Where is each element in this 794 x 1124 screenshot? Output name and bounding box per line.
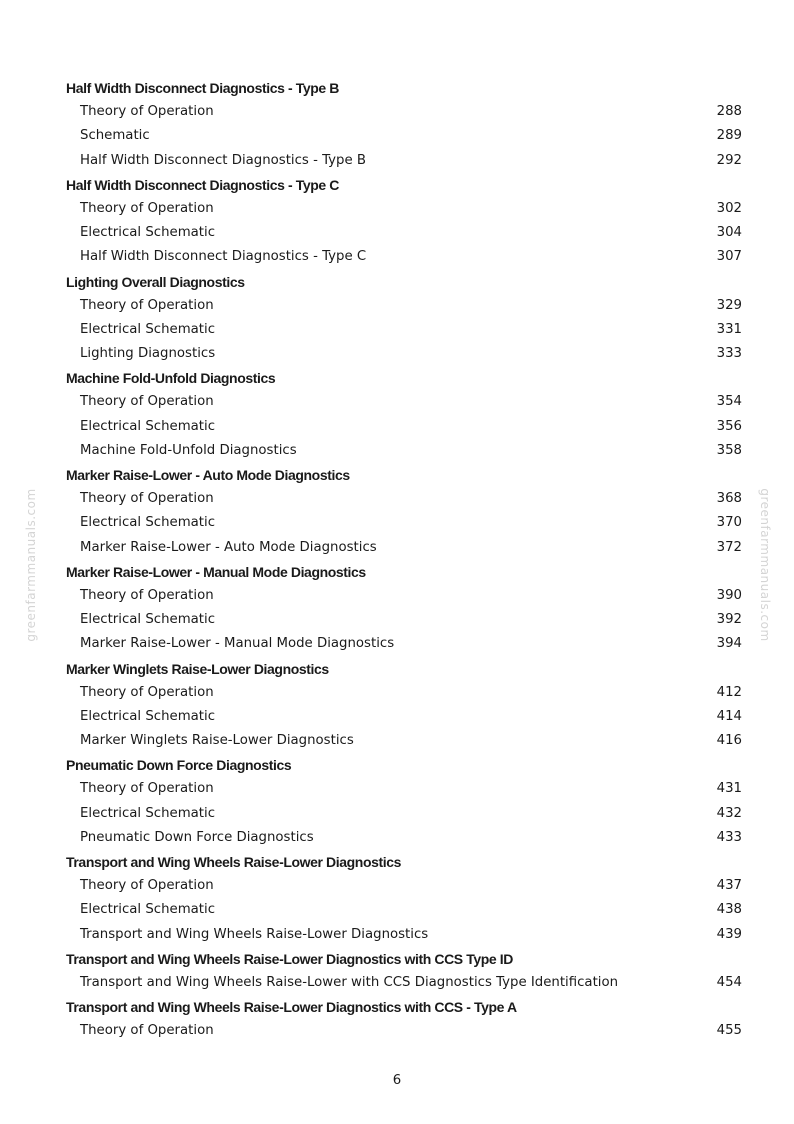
toc-section (66, 173, 742, 270)
toc-entry-title: Marker Raise-Lower - Auto Mode Diagnostics (80, 539, 377, 555)
toc-entry[interactable] (66, 439, 742, 463)
toc-entry[interactable] (66, 681, 742, 705)
toc-entry[interactable] (66, 898, 742, 922)
toc-entry[interactable] (66, 511, 742, 535)
toc-section-heading[interactable]: Marker Winglets Raise-Lower Diagnostics (66, 660, 329, 677)
toc-entry[interactable] (66, 971, 742, 995)
toc-entry[interactable] (66, 221, 742, 245)
toc-section (66, 657, 742, 754)
toc-entry-title: Theory of Operation (80, 684, 214, 700)
toc-entry-page: 289 (716, 128, 742, 144)
toc-entry-title: Electrical Schematic (80, 612, 216, 628)
toc-entry-title: Electrical Schematic (80, 902, 216, 918)
toc-entry[interactable] (66, 1019, 742, 1043)
toc-entry-page: 356 (716, 418, 742, 434)
toc-section-heading[interactable]: Marker Raise-Lower - Auto Mode Diagnostics (66, 467, 350, 483)
toc-entry-title: Marker Raise-Lower - Manual Mode Diagnostics (80, 636, 395, 652)
toc-entry-title: Electrical Schematic (80, 805, 216, 821)
toc-entry[interactable] (66, 608, 742, 632)
toc-entry-title: Lighting Diagnostics (80, 346, 216, 362)
toc-entry-page: 304 (716, 225, 742, 241)
toc-entry[interactable] (66, 802, 742, 826)
toc-section (66, 270, 742, 367)
toc-section (66, 366, 742, 463)
toc-entry-page: 394 (716, 636, 742, 652)
toc-entry-title: Half Width Disconnect Diagnostics - Type C (80, 249, 367, 265)
toc-entry[interactable] (66, 705, 742, 729)
toc-entry-page: 455 (716, 1023, 742, 1039)
toc-entry-page: 333 (716, 346, 742, 362)
toc-entry-title: Transport and Wing Wheels Raise-Lower Diagnostics (80, 926, 429, 942)
toc-section-heading[interactable]: Half Width Disconnect Diagnostics - Type B (66, 80, 339, 96)
toc-entry-page: 439 (716, 926, 742, 942)
toc-entry-page: 431 (716, 781, 742, 797)
page-number: 6 (392, 1073, 402, 1088)
toc-entry-page: 412 (716, 684, 742, 700)
toc-entry[interactable] (66, 124, 742, 148)
toc-entry-page: 370 (716, 515, 742, 531)
toc-section-heading[interactable]: Transport and Wing Wheels Raise-Lower Diagnostics with CCS - Type A (66, 999, 517, 1016)
toc-entry[interactable] (66, 342, 742, 366)
toc-entry-title: Electrical Schematic (80, 225, 216, 241)
toc-entry-page: 354 (716, 394, 742, 410)
toc-entry-page: 437 (716, 878, 742, 894)
toc-entry[interactable] (66, 100, 742, 124)
toc-entry[interactable] (66, 729, 742, 753)
toc-entry-page: 358 (716, 442, 742, 458)
toc-entry-page: 390 (716, 587, 742, 603)
toc-entry-page: 433 (716, 829, 742, 845)
toc-entry-title: Theory of Operation (80, 104, 214, 120)
toc-entry-page: 438 (716, 902, 742, 918)
toc-entry-title: Theory of Operation (80, 394, 214, 410)
toc-entry-page: 432 (716, 805, 742, 821)
toc-entry-page: 372 (716, 539, 742, 555)
toc-section-heading[interactable]: Lighting Overall Diagnostics (66, 273, 245, 290)
toc-entry-title: Marker Winglets Raise-Lower Diagnostics (80, 733, 354, 749)
toc-entry[interactable] (66, 294, 742, 318)
toc-section (66, 560, 742, 657)
toc-entry-page: 292 (716, 152, 742, 168)
toc-entry[interactable] (66, 245, 742, 269)
toc-entry[interactable] (66, 777, 742, 801)
toc-entry[interactable] (66, 826, 742, 850)
toc-section (66, 76, 742, 173)
toc-entry-page: 307 (716, 249, 742, 265)
toc-entry-page: 288 (716, 104, 742, 120)
toc-section-heading[interactable]: Machine Fold-Unfold Diagnostics (66, 370, 276, 387)
toc-entry-page: 454 (716, 974, 742, 990)
toc-entry-title: Schematic (80, 128, 150, 144)
toc-section-heading[interactable]: Transport and Wing Wheels Raise-Lower Diagnostics with CCS Type ID (66, 950, 513, 967)
toc-entry-title: Half Width Disconnect Diagnostics - Type B (80, 152, 366, 168)
toc-entry-title: Theory of Operation (80, 1023, 214, 1039)
toc-entry-title: Electrical Schematic (80, 515, 216, 531)
toc-entry-title: Theory of Operation (80, 297, 214, 313)
toc-entry-page: 414 (716, 708, 742, 724)
toc-entry-page: 416 (716, 733, 742, 749)
toc-section (66, 753, 742, 850)
toc-entry[interactable] (66, 923, 742, 947)
toc-entry[interactable] (66, 584, 742, 608)
toc-section (66, 995, 742, 1043)
toc-entry-title: Electrical Schematic (80, 418, 216, 434)
toc-section (66, 850, 742, 947)
toc-entry-title: Electrical Schematic (80, 321, 216, 337)
toc-section (66, 463, 742, 560)
toc-section (66, 947, 742, 995)
toc-entry-title: Theory of Operation (80, 587, 214, 603)
toc-entry-title: Machine Fold-Unfold Diagnostics (80, 442, 297, 458)
toc-entry[interactable] (66, 197, 742, 221)
toc-entry[interactable] (66, 318, 742, 342)
toc-entry-title: Theory of Operation (80, 781, 214, 797)
watermark-right: greenfarmmanuals.com (758, 488, 772, 642)
toc-section-heading[interactable]: Transport and Wing Wheels Raise-Lower Diagnostics (66, 854, 402, 870)
toc-entry[interactable] (66, 536, 742, 560)
toc-section-heading[interactable]: Marker Raise-Lower - Manual Mode Diagnostics (66, 563, 366, 580)
toc-entry[interactable] (66, 390, 742, 414)
toc-entry[interactable] (66, 874, 742, 898)
toc-entry-title: Transport and Wing Wheels Raise-Lower with CCS Diagnostics Type Identification (80, 974, 619, 990)
toc-entry-title: Electrical Schematic (80, 708, 216, 724)
toc-entry-title: Theory of Operation (80, 491, 214, 507)
toc-entry-page: 302 (716, 200, 742, 216)
toc-entry-title: Theory of Operation (80, 200, 214, 216)
toc-entry-title: Theory of Operation (80, 878, 214, 894)
toc-section-heading[interactable]: Half Width Disconnect Diagnostics - Type C (66, 176, 339, 193)
toc-entry[interactable] (66, 632, 742, 656)
table-of-contents (66, 76, 742, 1044)
watermark-left: greenfarmmanuals.com (24, 488, 38, 642)
toc-entry-page: 329 (716, 297, 742, 313)
toc-section-heading[interactable]: Pneumatic Down Force Diagnostics (66, 757, 292, 774)
toc-entry-title: Pneumatic Down Force Diagnostics (80, 829, 314, 845)
toc-entry-page: 331 (716, 321, 742, 337)
toc-entry[interactable] (66, 415, 742, 439)
toc-entry-page: 368 (716, 491, 742, 507)
toc-entry[interactable] (66, 487, 742, 511)
toc-entry[interactable] (66, 149, 742, 173)
toc-entry-page: 392 (716, 612, 742, 628)
